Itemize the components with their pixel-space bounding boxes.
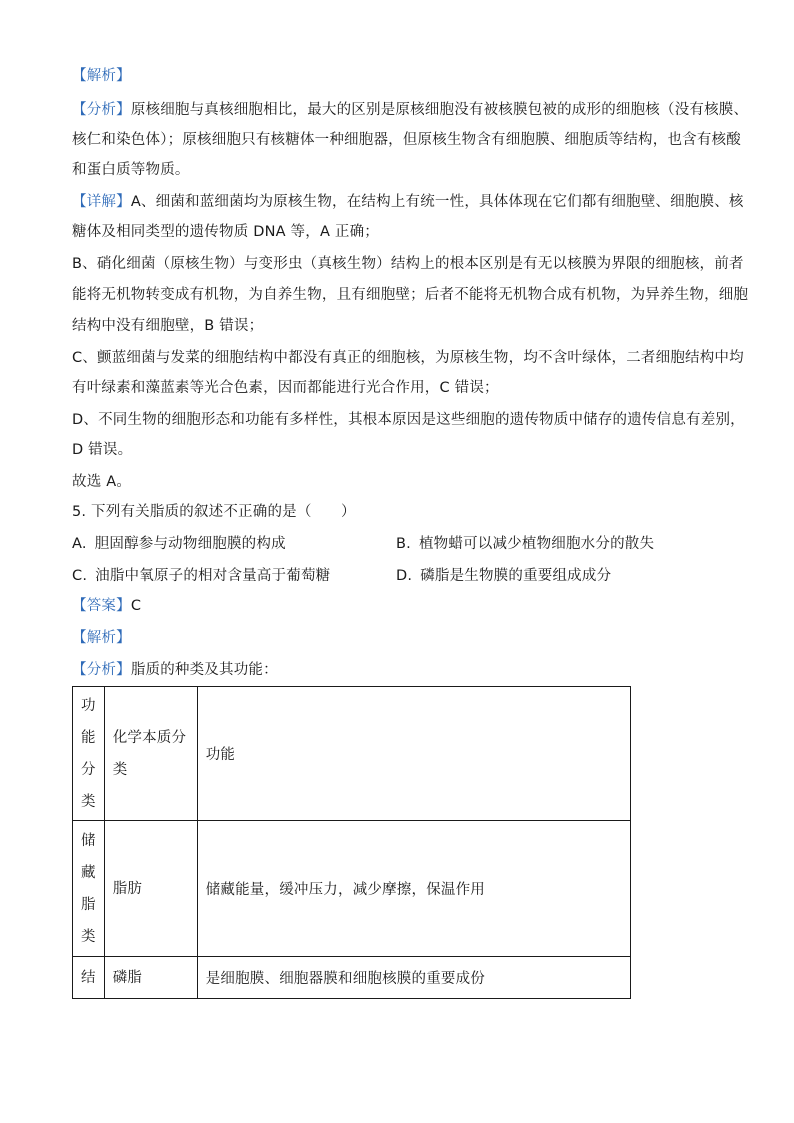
detail-c-line-1: C、颤蓝细菌与发菜的细胞结构中都没有真正的细胞核，为原核生物，均不含叶绿体，二者细胞结构中均 [72,350,744,366]
detail-d-line-2: D 错误。 [72,442,133,458]
detail-b-line-1: B、硝化细菌（原核生物）与变形虫（真核生物）结构上的根本区别是有无以核膜为界限的细胞核，前者 [72,256,744,272]
analysis-heading-2: 【解析】 [72,630,131,646]
option-d-text: 磷脂是生物膜的重要组成成分 [420,568,612,584]
analysis-text: 原核细胞与真核细胞相比，最大的区别是原核细胞没有被核膜包被的成形的细胞核（没有核膜、 [130,102,749,118]
question-stem: 5. 下列有关脂质的叙述不正确的是（ ） [72,504,356,520]
analysis-2-tag: 【分析】 [72,662,131,678]
conclusion-line: 故选 A。 [72,474,132,490]
option-d [396,566,611,586]
option-a [72,534,286,554]
detail-paragraph-line-1 [72,192,744,212]
row2-category-cell [73,957,105,999]
vertical-char: 类 [81,793,96,810]
option-b-label: B. [396,536,411,552]
answer-value: C [130,598,142,614]
header-chemical-cell: 化学本质分类 [104,687,197,821]
detail-tag: 【详解】 [72,194,131,210]
row1-chemical-cell: 脂肪 [104,821,197,957]
detail-c-line-2: 有叶绿素和藻蓝素等光合色素，因而都能进行光合作用，C 错误； [72,380,499,396]
answer-line [72,596,141,616]
option-a-label: A. [72,536,87,552]
option-b-text: 植物蜡可以减少植物细胞水分的散失 [418,536,655,552]
detail-b-line-3: 结构中没有细胞壁，B 错误； [72,318,264,334]
row1-category-cell [73,821,105,957]
lipid-table [72,686,631,999]
vertical-char: 分 [81,761,96,778]
table-header-row [73,687,631,821]
analysis-heading: 【解析】 [72,68,131,84]
vertical-char: 储 [81,832,96,849]
vertical-char: 能 [81,729,96,746]
detail-text: A、细菌和蓝细菌均为原核生物，在结构上有统一性，具体体现在它们都有细胞壁、细胞膜、核 [130,194,744,210]
analysis-tag: 【分析】 [72,102,131,118]
option-c-text: 油脂中氧原子的相对含量高于葡萄糖 [95,568,331,584]
option-c [72,566,330,586]
option-a-text: 胆固醇参与动物细胞膜的构成 [94,536,286,552]
table-row [73,957,631,999]
header-function-cell: 功能 [197,687,630,821]
detail-d-line-1: D、不同生物的细胞形态和功能有多样性，其根本原因是这些细胞的遗传物质中储存的遗传信息有差别， [72,412,745,428]
vertical-char: 类 [81,928,96,945]
analysis-2-line [72,660,278,680]
vertical-char: 功 [81,697,96,714]
detail-paragraph-line-2: 糖体及相同类型的遗传物质 DNA 等，A 正确； [72,224,379,240]
vertical-char: 结 [81,969,96,986]
analysis-paragraph-line-3: 和蛋白质等物质。 [72,162,190,178]
header-category-cell [73,687,105,821]
vertical-char: 脂 [81,896,96,913]
vertical-char: 藏 [81,864,96,881]
detail-b-line-2: 能将无机物转变成有机物，为自养生物，且有细胞壁；后者不能将无机物合成有机物，为异养生物，细胞 [72,287,749,303]
table-row [73,821,631,957]
row1-function-cell: 储藏能量，缓冲压力，减少摩擦，保温作用 [197,821,630,957]
option-c-label: C. [72,568,88,584]
row2-chemical-cell: 磷脂 [104,957,197,999]
option-d-label: D. [396,568,413,584]
answer-tag: 【答案】 [72,598,131,614]
analysis-paragraph-line-1 [72,100,748,120]
analysis-2-text: 脂质的种类及其功能： [130,662,278,678]
row2-function-cell: 是细胞膜、细胞器膜和细胞核膜的重要成份 [197,957,630,999]
analysis-paragraph-line-2: 核仁和染色体）；原核细胞只有核糖体一种细胞器，但原核生物含有细胞膜、细胞质等结构，也含有核酸 [72,132,741,148]
option-b [396,534,654,554]
